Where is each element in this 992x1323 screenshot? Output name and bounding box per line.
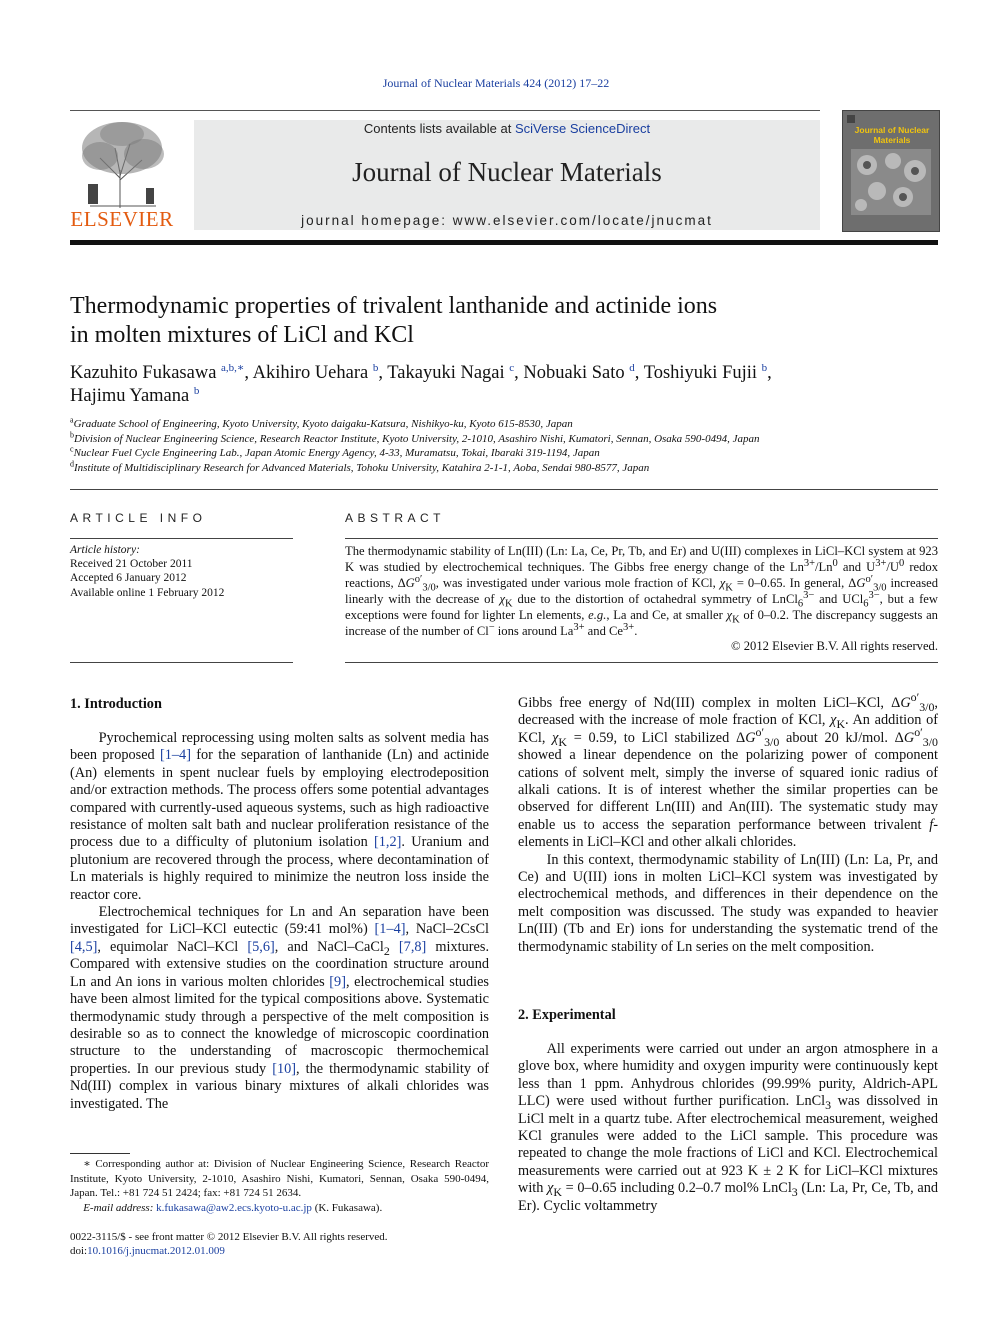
journal-homepage[interactable] xyxy=(194,213,820,228)
affiliation-text: Institute of Multidisciplinary Research for Advanced Materials, Tohoku University, Katahira 2-1-1, Aoba, Sendai 980-8577, Japan xyxy=(74,461,650,474)
experimental-heading-text: 2. Experimental xyxy=(518,1007,616,1023)
paragraph: Electrochemical techniques for Ln and An separation have been investigated for LiCl–KCl eutectic (59:41 mol%) [1–4], NaCl–2CsCl [4,5], equimolar NaCl–KCl [5,6], and NaCl–CaCl$_2$ [7,8] mixtures. Compared with extensive studies on the coordination structure around Ln and An ions in various molten chlorides [9], electrochemical studies have been almost limited for the typical compositions above. Systematic thermodynamic study through a perspective of the melt composition is desirable so as to connect the knowledge of microscopic coordination structure to the understanding of macroscopic thermochemical properties. In our previous study [10], the thermodynamic stability of Nd(III) complex in various binary mixtures of alkali chlorides was investigated. The xyxy=(70,904,490,1112)
introduction-heading-text: 1. Introduction xyxy=(70,696,162,712)
author-name: Takayuki Nagai xyxy=(387,363,505,383)
history-online: Available online 1 February 2012 xyxy=(70,586,225,599)
citation-link[interactable]: [4,5] xyxy=(70,938,98,955)
paragraph: Pyrochemical reprocessing using molten salts as solvent media has been proposed [1–4] for the separation of lanthanide (Ln) and actinide (An) elements in spent nuclear fuels by employing electrodeposition and/or extraction methods. The process offers some potential advantages compared with currently-used aqueous systems, such as high radioactive resistance of molten salt bath and nuclear proliferation resistance of the process due to a difficulty of plutonium isolation [1,2]. Uranium and plutonium are recovered through the process, where decontamination of Ln materials is highly required to minimize the neutron loss inside the reactor core. xyxy=(70,730,489,903)
affiliation-marker: c xyxy=(70,444,74,454)
author-name: Akihiro Uehara xyxy=(252,363,369,383)
paragraph: Gibbs free energy of Nd(III) complex in molten LiCl–KCl, $\Delta G^{o'}_{3/0}$, decreased with the increase of mole fraction of KCl, $\chi_K$. An addition of KCl, $\chi_K = 0.59$, to LiCl stabilized $\Delta G^{o'}_{3/0}$ about 20 kJ/mol. $\Delta G^{o'}_{3/0}$ showed a linear dependence on the polarizing power of component cations of solvent melt, simply the inverse of squared ionic radius of alkali cations. It is of interest whether the similar properties can be observed for different Ln(III) and An(III). The systematic study may enable us to access the separation performance between trivalent f-elements in LiCl–KCl and other alkali chlorides. xyxy=(518,690,939,851)
header-rule-top xyxy=(70,110,820,111)
author-name: Toshiyuki Fujii xyxy=(643,363,758,383)
affiliation-marker: b xyxy=(70,429,74,439)
history-accepted: Accepted 6 January 2012 xyxy=(70,572,187,585)
experimental-column xyxy=(518,1041,938,1215)
title-line-1: Thermodynamic properties of trivalent lanthanide and actinide ions xyxy=(70,293,718,319)
citation-link[interactable]: [1–4] xyxy=(374,921,406,938)
corresponding-author-text: ∗ Corresponding author at: Division of Nuclear Engineering Science, Research Reactor Institute, Kyoto University, 2-1010, Asashiro Nishi, Kumatori, Sennan, Osaka 590-0494, Japan. Tel.: +81 724 51 2424; fax: +81 724 51 2634. xyxy=(70,1158,489,1199)
doi-label: doi: xyxy=(70,1245,88,1258)
footnote-rule xyxy=(70,1153,130,1154)
issn-line: 0022-3115/$ - see front matter © 2012 Elsevier B.V. All rights reserved. xyxy=(70,1231,388,1243)
article-info-rule-bottom xyxy=(70,662,293,663)
contents-prefix: Contents lists available at xyxy=(363,121,515,136)
homepage-prefix: journal homepage: xyxy=(301,213,453,228)
author-affil-marker[interactable]: b xyxy=(761,361,768,374)
affiliation-rule xyxy=(70,489,938,490)
paragraph: In this context, thermodynamic stability of Ln(III) (Ln: La, Pr, and Ce) and U(III) ions in molten LiCl–KCl system was investigated by electrochemical methods, and differences in their dependence on the melt composition was discussed. The study was expanded to heavier Ln(III) (Tb and Er) ions for understanding the systematic trend of the thermodynamic stability of Ln series on the melt composition. xyxy=(518,851,938,955)
doi-link[interactable]: 10.1016/j.jnucmat.2012.01.009 xyxy=(87,1245,225,1258)
author-list: Kazuhito Fukasawa $^{a,b,∗}$, Akihiro Uehara $^b$, Takayuki Nagai $^c$, Nobuaki Sato $^d$, Toshiyuki Fujii $^b$, Hajimu Yamana $^b$ xyxy=(70,361,772,406)
elsevier-tree-icon xyxy=(70,118,174,210)
author-affil-marker[interactable]: d xyxy=(629,361,635,374)
journal-reference[interactable]: Journal of Nuclear Materials 424 (2012) 17–22 xyxy=(382,76,610,90)
homepage-url[interactable]: www.elsevier.com/locate/jnucmat xyxy=(452,213,713,228)
affiliation-text: Nuclear Fuel Cycle Engineering Lab., Japan Atomic Energy Agency, 4-33, Muramatsu, Tokai, Ibaraki 319-1194, Japan xyxy=(73,447,600,460)
email-label: E-mail address: xyxy=(83,1201,154,1214)
abstract-rule-bottom xyxy=(345,662,938,663)
abstract-heading: ABSTRACT xyxy=(345,511,446,525)
introduction-left-column xyxy=(70,730,489,1113)
citation-link[interactable]: [7,8] xyxy=(398,938,427,955)
author-email-link[interactable]: k.fukasawa@aw2.ecs.kyoto-u.ac.jp xyxy=(156,1201,312,1214)
citation-link[interactable]: [5,6] xyxy=(247,938,275,955)
abstract-text: The thermodynamic stability of Ln(III) (Ln: La, Ce, Pr, Tb, and Er) and U(III) complexes in LiCl–KCl system at 923 K was studied by electrochemical techniques. The Gibbs free energy change of the $Ln^{3+}/Ln^0$ and $U^{3+}/U^0$ redox reactions, $\Delta G^{o'}_{3/0}$, was investigated under various mole fraction of KCl, $\chi_K = 0-0.65$. In general, $\Delta G^{o'}_{3/0}$ increased linearly with the decrease of $\chi_K$ due to the distortion of octahedral symmetry of LnCl$_6^{3-}$ and UCl$_6^{3-}$, but a few exceptions were found for lighter Ln elements, e.g., La and Ce, at smaller $\chi_K$ of 0–0.2. The discrepancy suggests an increase of the number of Cl− ions around $La^{3+}$ and $Ce^{3+}$. xyxy=(345,544,938,638)
author-affil-marker[interactable]: a,b,∗ xyxy=(221,361,245,374)
article-info-heading: ARTICLE INFO xyxy=(70,511,207,525)
history-received: Received 21 October 2011 xyxy=(70,558,193,571)
affiliation-item xyxy=(70,446,930,461)
affiliation-item xyxy=(70,429,930,447)
abstract-rule-top xyxy=(345,538,938,539)
header-rule-bottom xyxy=(70,240,938,245)
author-name: Kazuhito Fukasawa xyxy=(70,363,217,383)
article-info-rule-top xyxy=(70,538,293,539)
affiliation-marker: d xyxy=(70,459,74,469)
affiliations xyxy=(70,417,930,475)
article-history xyxy=(70,543,300,600)
affiliation-text: Division of Nuclear Engineering Science, Research Reactor Institute, Kyoto University, 2-1010, Asashiro Nishi, Kumatori, Sennan, Osaka 590-0494, Japan xyxy=(74,432,760,445)
email-suffix: (K. Fukasawa). xyxy=(311,1201,383,1214)
corresponding-author-footnote xyxy=(70,1157,489,1215)
article-title xyxy=(70,292,930,350)
affiliation-item xyxy=(70,461,930,476)
cover-title: Journal of Nuclear Materials xyxy=(854,125,930,145)
paragraph: All experiments were carried out under an argon atmosphere in a glove box, where humidity and oxygen impurity were continuously kept less than 1 ppm. Anhydrous chlorides (99.99% purity, Aldrich-APL LLC) were used without further purification. LnCl$_3$ was dissolved in LiCl melt in a quartz tube. After electrochemical measurement, weighed KCl granules were added to the LiCl sample. This procedure was repeated to change the mole fractions of LiCl and KCl. Electrochemical measurements were carried out at 923 K ± 2 K for LiCl–KCl mixtures with $\chi_K = 0-0.65$ including 0.2–0.7 mol% LnCl$_3$ (Ln: La, Pr, Ce, Tb, and Er). Cyclic voltammetry xyxy=(518,1041,939,1214)
author-name: Nobuaki Sato xyxy=(523,363,625,383)
sciencedirect-link[interactable]: SciVerse ScienceDirect xyxy=(514,121,651,136)
history-label: Article history: xyxy=(70,544,140,556)
experimental-heading xyxy=(518,1007,616,1024)
author-affil-marker[interactable]: b xyxy=(372,361,379,374)
contents-line xyxy=(194,121,820,136)
journal-cover-thumbnail[interactable] xyxy=(842,110,940,232)
author-affil-marker[interactable]: b xyxy=(193,384,200,397)
citation-link[interactable]: [1,2] xyxy=(374,834,402,851)
issn-doi-block xyxy=(70,1230,489,1259)
citation-link[interactable]: [10] xyxy=(272,1060,297,1077)
abstract-copyright: © 2012 Elsevier B.V. All rights reserved. xyxy=(731,639,938,653)
introduction-heading xyxy=(70,696,162,713)
title-line-2: in molten mixtures of LiCl and KCl xyxy=(70,322,414,348)
introduction-right-column xyxy=(518,690,939,956)
affiliation-text: Graduate School of Engineering, Kyoto University, Kyoto daigaku-Katsura, Nishikyo-ku, Kyoto 615-8530, Japan xyxy=(73,418,573,430)
author-affil-marker[interactable]: c xyxy=(509,361,515,374)
journal-title: Journal of Nuclear Materials xyxy=(352,157,662,187)
elsevier-wordmark: ELSEVIER xyxy=(70,207,174,231)
citation-link[interactable]: [1–4] xyxy=(160,747,191,764)
citation-link[interactable]: [9] xyxy=(329,973,346,990)
author-name: Hajimu Yamana xyxy=(70,386,190,406)
elsevier-logo xyxy=(70,118,174,232)
affiliation-marker: a xyxy=(70,415,74,425)
affiliation-item xyxy=(70,417,930,432)
